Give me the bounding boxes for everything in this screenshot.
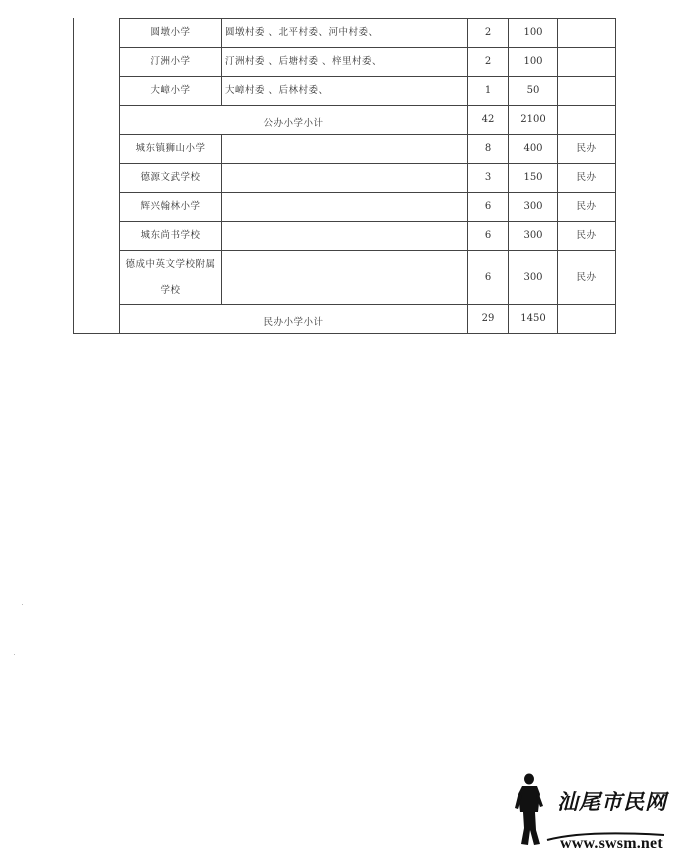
class-count: 6 — [484, 201, 492, 212]
class-count: 6 — [484, 271, 492, 283]
school-name: 城东镇狮山小学 — [135, 143, 206, 155]
scan-speck — [22, 604, 23, 605]
school-type: 民办 — [576, 230, 597, 242]
school-name: 城东尚书学校 — [140, 230, 201, 242]
seat-count: 100 — [523, 56, 543, 67]
private-subtotal-classes: 29 — [481, 313, 495, 324]
service-area: 大嶂村委 、后林村委、 — [225, 85, 329, 97]
class-count: 1 — [484, 85, 492, 96]
table-rule — [73, 333, 616, 334]
school-name: 圆墩小学 — [150, 27, 191, 39]
watermark-name: 汕尾市民网 — [557, 789, 667, 814]
school-name — [120, 252, 221, 304]
service-area: 汀洲村委 、后塘村委 、梓里村委、 — [225, 56, 383, 68]
school-name: 德源文武学校 — [140, 172, 201, 184]
school-name: 大嶂小学 — [150, 85, 191, 97]
school-name-line: 德成中英文学校附属 — [125, 259, 216, 271]
seat-count: 400 — [523, 143, 543, 154]
seat-count: 150 — [523, 172, 543, 183]
public-subtotal-label: 公办小学小计 — [263, 117, 324, 129]
school-type: 民办 — [576, 143, 597, 155]
seat-count: 300 — [523, 201, 543, 212]
private-subtotal-label: 民办小学小计 — [263, 316, 324, 328]
table-rule — [221, 134, 222, 304]
class-count: 2 — [484, 56, 492, 67]
service-area: 圆墩村委 、北平村委、河中村委、 — [225, 27, 379, 39]
seat-count: 300 — [523, 230, 543, 241]
class-count: 8 — [484, 143, 492, 154]
table-rule — [615, 18, 616, 334]
seat-count: 300 — [523, 271, 543, 283]
school-type: 民办 — [576, 271, 597, 283]
school-table — [0, 0, 675, 340]
watermark-url: www.swsm.net — [560, 835, 663, 852]
public-subtotal-classes: 42 — [481, 114, 495, 125]
public-subtotal-seats: 2100 — [520, 114, 546, 125]
class-count: 6 — [484, 230, 492, 241]
table-rule — [73, 18, 74, 334]
class-count: 3 — [484, 172, 492, 183]
school-name: 汀洲小学 — [150, 56, 191, 68]
seat-count: 100 — [523, 27, 543, 38]
private-subtotal-seats: 1450 — [520, 313, 546, 324]
school-name: 辉兴翰林小学 — [140, 201, 201, 213]
school-type: 民办 — [576, 201, 597, 213]
class-count: 2 — [484, 27, 492, 38]
seat-count: 50 — [526, 85, 540, 96]
school-type: 民办 — [576, 172, 597, 184]
school-name-line: 学校 — [160, 285, 181, 297]
scan-speck — [14, 654, 15, 655]
